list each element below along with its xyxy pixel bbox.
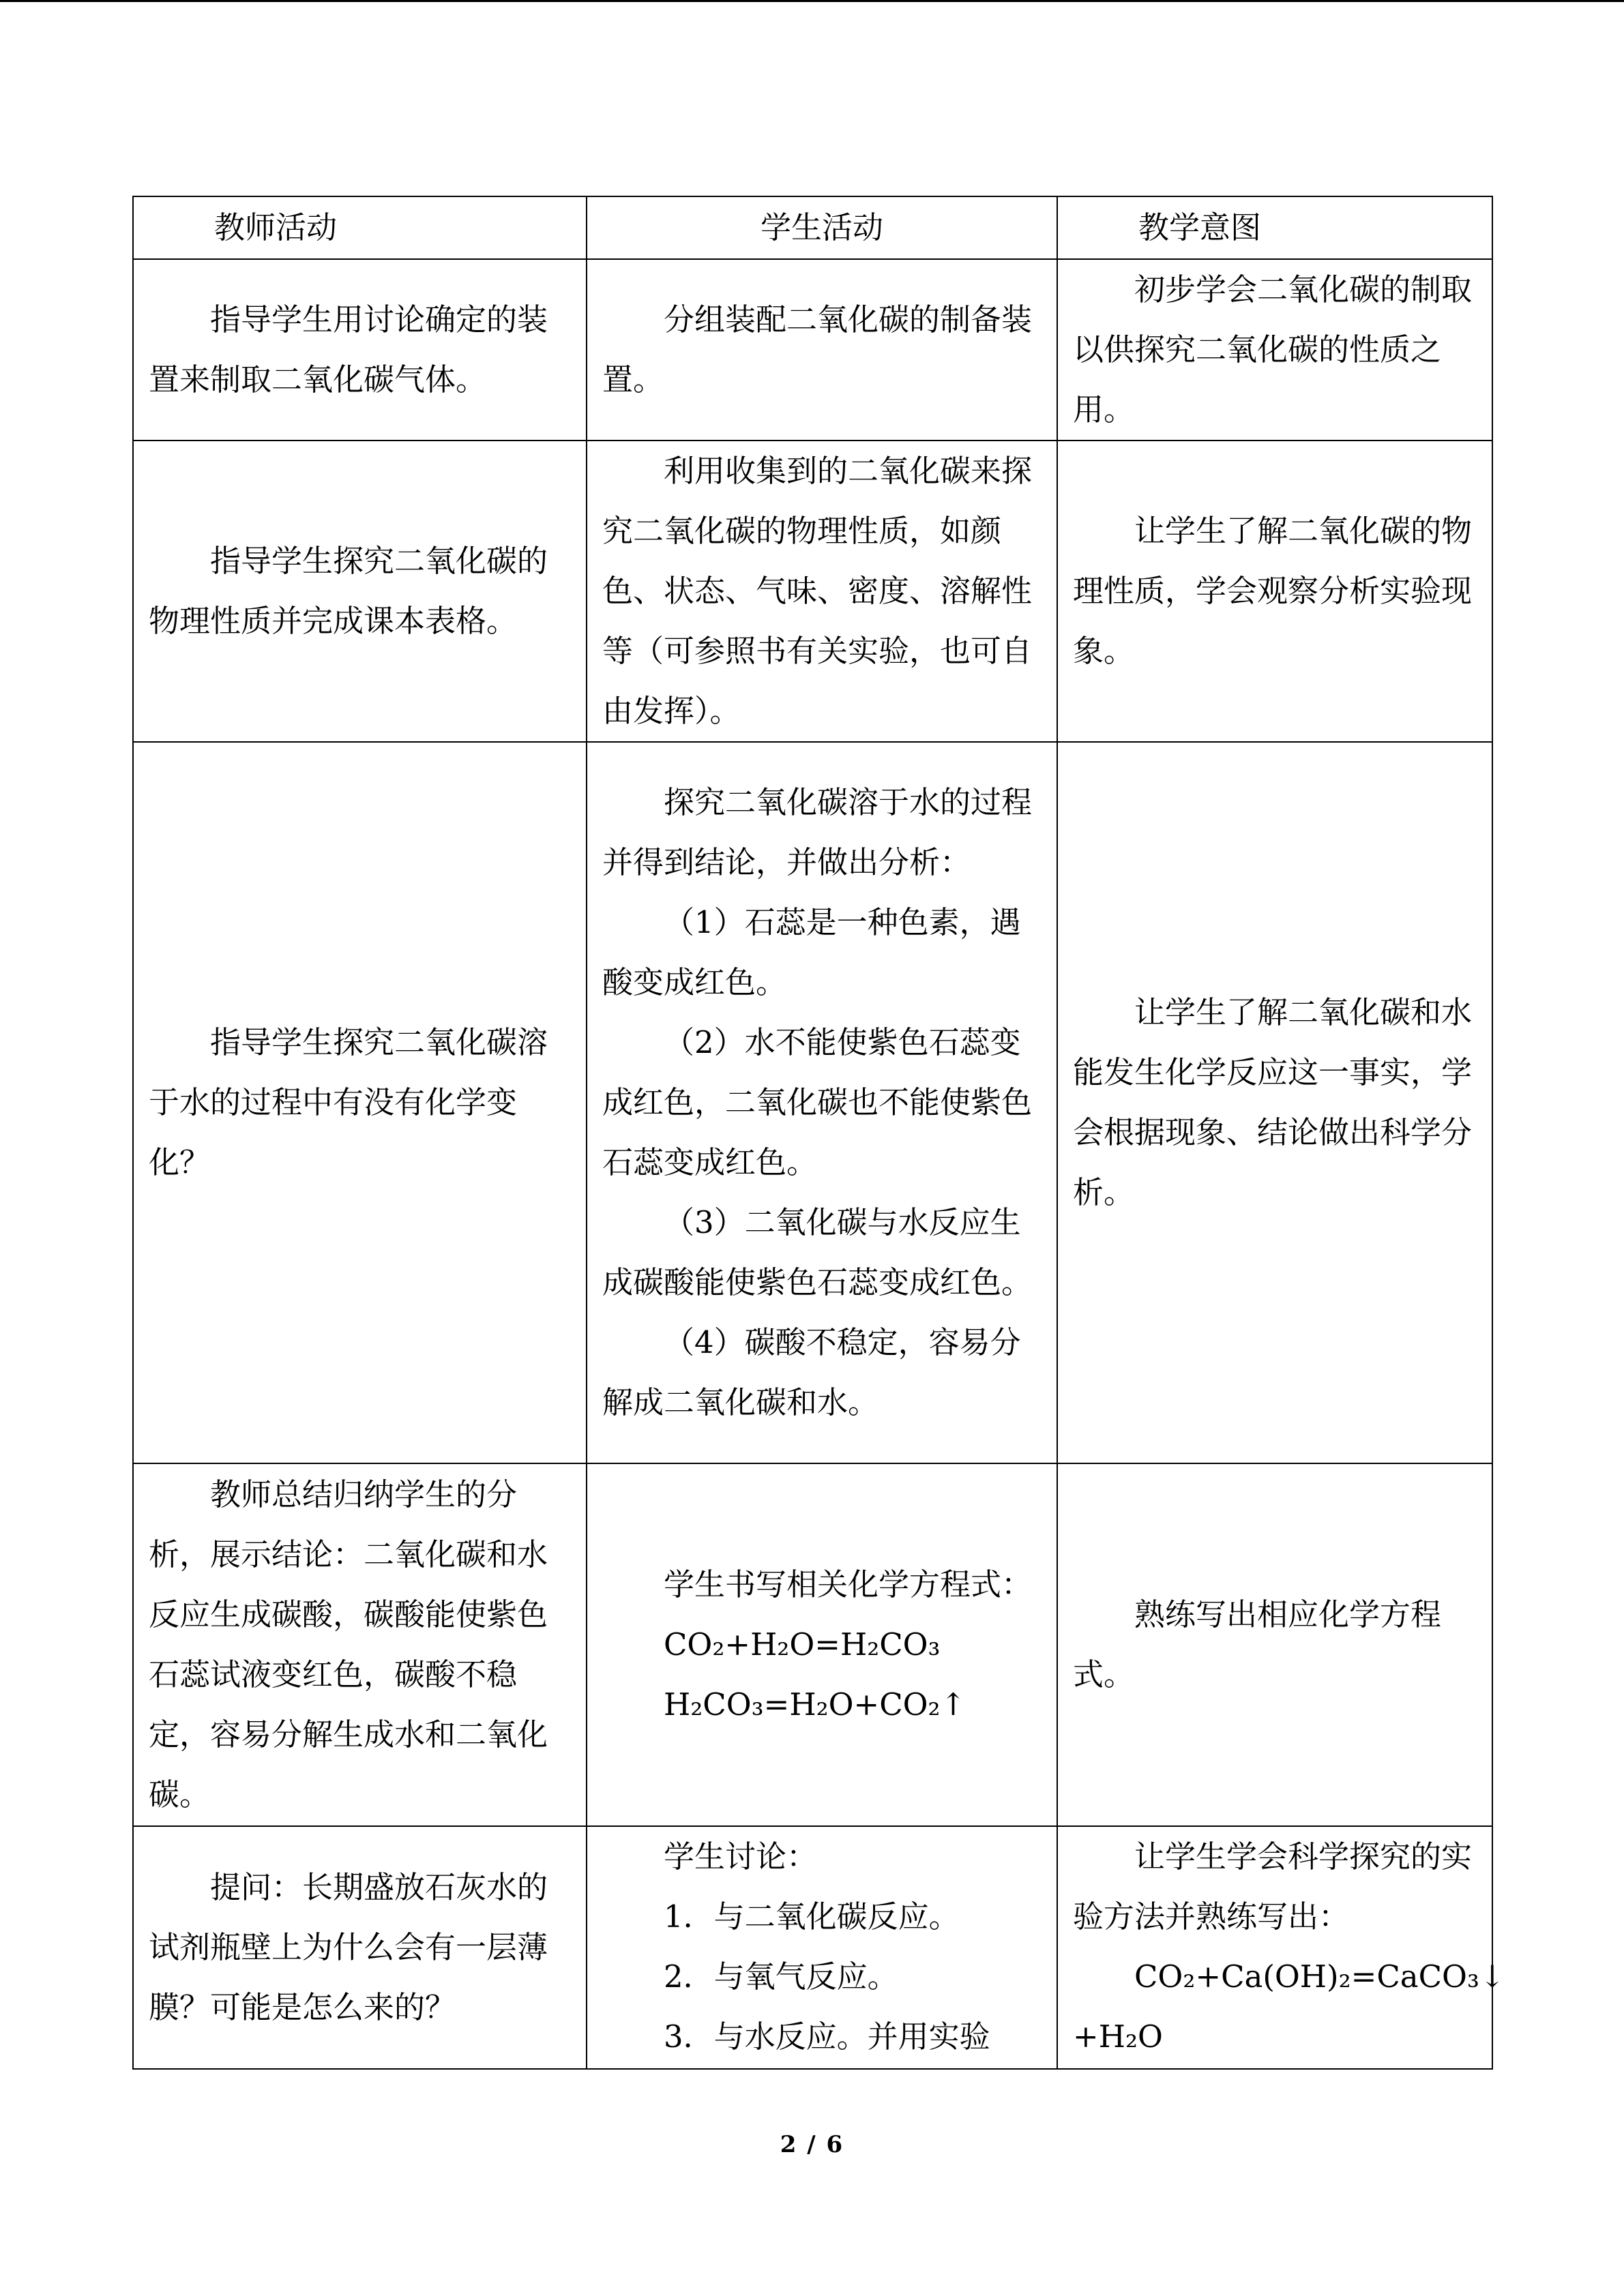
table-row	[133, 1463, 1492, 1826]
teaching-intent-cell: 让学生了解二氧化碳和水能发生化学反应这一事实，学会根据现象、结论做出科学分析。	[1057, 742, 1492, 1463]
table-row	[133, 742, 1492, 1463]
teaching-intent-cell: 让学生了解二氧化碳的物理性质，学会观察分析实验现象。	[1057, 441, 1492, 742]
table-header-row	[133, 196, 1492, 259]
list-item: 3．与水反应。并用实验	[664, 2018, 990, 2055]
lesson-plan-table	[132, 196, 1505, 2070]
teaching-intent-cell: 熟练写出相应化学方程式。	[1057, 1463, 1492, 1826]
student-activity-cell: 学生讨论： 1．与二氧化碳反应。 2．与氧气反应。 3．与水反应。并用实验	[587, 1826, 1057, 2069]
teacher-activity-cell: 指导学生用讨论确定的装置来制取二氧化碳气体。	[133, 259, 587, 441]
teaching-intent-cell: 让学生学会科学探究的实验方法并熟练写出： CO₂+Ca(OH)₂=CaCO₃↓ +H₂O	[1057, 1826, 1492, 2069]
student-activity-cell: 探究二氧化碳溶于水的过程并得到结论，并做出分析： （1）石蕊是一种色素，遇酸变成红色。 （2）水不能使紫色石蕊变成红色，二氧化碳也不能使紫色石蕊变成红色。 （3）二氧化碳与水反应生成碳酸能使紫色石蕊变成红色。 （4）碳酸不稳定，容易分解成二氧化碳和水。	[587, 742, 1057, 1463]
teacher-activity-cell: 指导学生探究二氧化碳溶于水的过程中有没有化学变化？	[133, 742, 587, 1463]
teacher-activity-cell: 教师总结归纳学生的分析，展示结论：二氧化碳和水反应生成碳酸，碳酸能使紫色石蕊试液变红色，碳酸不稳定，容易分解生成水和二氧化碳。	[133, 1463, 587, 1826]
table-row	[133, 259, 1492, 441]
page-number: 2 / 6	[780, 2131, 844, 2158]
header-student-activity: 学生活动	[587, 196, 1057, 259]
header-teaching-intent: 教学意图	[1057, 196, 1492, 259]
page-top-border	[0, 0, 1624, 2]
teacher-activity-cell: 指导学生探究二氧化碳的物理性质并完成课本表格。	[133, 441, 587, 742]
header-teacher-activity: 教师活动	[133, 196, 587, 259]
table-row	[133, 441, 1492, 742]
student-activity-cell: 分组装配二氧化碳的制备装置。	[587, 259, 1057, 441]
teaching-intent-cell: 初步学会二氧化碳的制取以供探究二氧化碳的性质之用。	[1057, 259, 1492, 441]
equation-limewater-reaction-tail: +H₂O	[1073, 2018, 1163, 2055]
list-item: 1．与二氧化碳反应。	[664, 1898, 960, 1935]
equation-limewater-reaction: CO₂+Ca(OH)₂=CaCO₃↓	[1134, 1958, 1505, 1995]
table-row	[133, 1826, 1492, 2069]
equation-carbonic-acid-decomposition: H₂CO₃=H₂O+CO₂↑	[664, 1686, 966, 1723]
list-item: 2．与氧气反应。	[664, 1958, 898, 1995]
teacher-activity-cell: 提问：长期盛放石灰水的试剂瓶壁上为什么会有一层薄膜？可能是怎么来的？	[133, 1826, 587, 2069]
equation-carbonic-acid-formation: CO₂+H₂O=H₂CO₃	[664, 1626, 941, 1663]
student-activity-cell: 学生书写相关化学方程式： CO₂+H₂O=H₂CO₃ H₂CO₃=H₂O+CO₂↑	[587, 1463, 1057, 1826]
student-activity-cell: 利用收集到的二氧化碳来探究二氧化碳的物理性质，如颜色、状态、气味、密度、溶解性等（可参照书有关实验，也可自由发挥）。	[587, 441, 1057, 742]
